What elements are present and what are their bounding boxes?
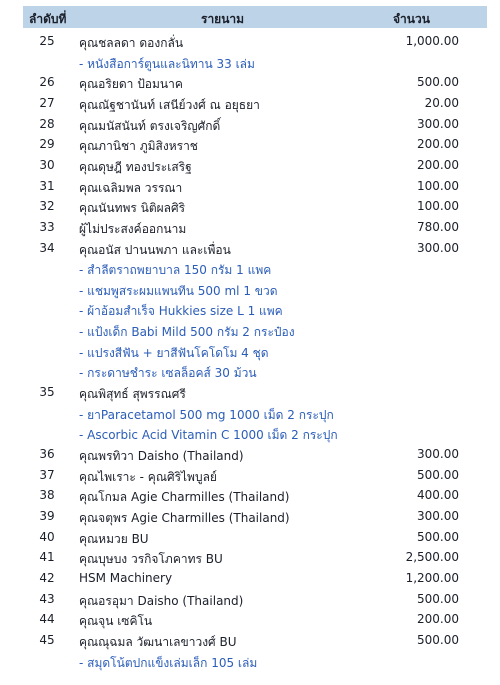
row-number: 34 [39, 240, 55, 255]
row-amount: 1,200.00 [405, 570, 459, 585]
row-amount: 500.00 [417, 467, 459, 482]
row-name: - กระดาษชำระ เซลล็อคส์ 30 ม้วน [79, 366, 257, 381]
donor-row [0, 445, 500, 465]
row-name: คุณเฉลิมพล วรรณา [79, 180, 183, 195]
row-name: คุณอนัส ปานนพภา และเพื่อน [79, 242, 231, 257]
row-name: คุณบุษบง วรกิจโภคาทร BU [79, 552, 223, 567]
row-number: 44 [39, 612, 55, 627]
donor-row [0, 631, 500, 651]
row-number: 40 [39, 529, 55, 544]
row-name: - แชมพูสระผมแพนทีน 500 ml 1 ขวด [79, 283, 278, 298]
row-amount: 200.00 [417, 157, 459, 172]
row-amount: 1,000.00 [405, 34, 459, 48]
row-number: 30 [39, 157, 55, 172]
row-amount: 300.00 [417, 240, 459, 255]
donor-row [0, 94, 500, 114]
row-name: คุณพรทิวา Daisho (Thailand) [79, 449, 244, 463]
row-name: HSM Machinery [79, 570, 173, 585]
donor-row [0, 569, 500, 589]
item-detail-row [0, 424, 500, 444]
row-number: 25 [39, 34, 55, 48]
donor-row [0, 177, 500, 197]
row-amount: 100.00 [417, 199, 459, 214]
row-number: 31 [39, 178, 55, 193]
item-detail-row [0, 404, 500, 424]
row-amount: 500.00 [417, 632, 459, 647]
row-amount: 300.00 [417, 116, 459, 131]
donor-row [0, 383, 500, 403]
donor-row [0, 466, 500, 486]
item-detail-row [0, 300, 500, 320]
donor-row [0, 486, 500, 506]
row-number: 45 [39, 632, 55, 647]
header-name: รายนาม [201, 12, 245, 26]
donor-row [0, 239, 500, 259]
row-amount: 2,500.00 [405, 550, 459, 565]
donor-row [0, 610, 500, 630]
row-amount: 300.00 [417, 508, 459, 523]
row-number: 32 [39, 199, 55, 214]
donor-row [0, 197, 500, 217]
row-name: คุณชลลดา ดองกลั่น [79, 36, 184, 50]
row-amount: 780.00 [417, 219, 459, 234]
row-name: คุณนันทพร นิติผลศิริ [79, 201, 186, 216]
row-number: 27 [39, 95, 55, 110]
donor-row [0, 590, 500, 610]
item-detail-row [0, 321, 500, 341]
row-name: - Ascorbic Acid Vitamin C 1000 เม็ด 2 กระปุก [79, 428, 338, 443]
row-name: คุณณัฐชานันท์ เสนีย์วงศ์ ณ อยุธยา [79, 97, 260, 112]
row-number: 42 [39, 570, 55, 585]
donor-row [0, 73, 500, 93]
row-number: 33 [39, 219, 55, 234]
row-name: - สมุดโน้ตปกแข็งเล่มเล็ก 105 เล่ม [79, 655, 258, 670]
donor-row [0, 156, 500, 176]
table-header [23, 6, 487, 28]
donor-row [0, 32, 500, 52]
row-amount: 400.00 [417, 488, 459, 503]
row-name: ผู้ไม่ประสงค์ออกนาม [79, 221, 187, 236]
item-detail-row [0, 259, 500, 279]
row-number: 36 [39, 447, 55, 461]
row-name: - สำลีตราถพยาบาล 150 กรัม 1 แพค [79, 263, 272, 278]
row-amount: 500.00 [417, 591, 459, 606]
donor-row [0, 507, 500, 527]
row-name: คุณดุษฎี ทองประเสริฐ [79, 159, 192, 174]
row-name: คุณพิสุทธ์ สุพรรณศรี [79, 387, 186, 401]
row-amount: 100.00 [417, 178, 459, 193]
header-amount: จำนวน [393, 12, 430, 26]
donor-row [0, 548, 500, 568]
row-name: คุณจตุพร Agie Charmilles (Thailand) [79, 510, 290, 525]
row-name: คุณอริยดา ป้อมนาค [79, 77, 183, 92]
row-name: คุณจุน เซคิโน [79, 614, 153, 629]
donor-row [0, 218, 500, 238]
row-name: - หนังสือการ์ตูนและนิทาน 33 เล่ม [79, 56, 255, 71]
donor-row [0, 135, 500, 155]
item-detail-row [0, 53, 500, 73]
row-number: 43 [39, 591, 55, 606]
row-name: คุณโกมล Agie Charmilles (Thailand) [79, 490, 290, 505]
item-detail-row [0, 652, 500, 672]
row-number: 28 [39, 116, 55, 131]
row-number: 37 [39, 467, 55, 482]
row-amount: 300.00 [417, 447, 459, 461]
row-name: - ยาParacetamol 500 mg 1000 เม็ด 2 กระปุก [79, 407, 334, 422]
row-name: - ผ้าอ้อมสำเร็จ Hukkies size L 1 แพค [79, 304, 283, 319]
row-number: 26 [39, 75, 55, 90]
donor-row [0, 115, 500, 135]
row-name: คุณไพเราะ - คุณศิริไพบูลย์ [79, 469, 217, 484]
row-amount: 200.00 [417, 137, 459, 152]
row-amount: 500.00 [417, 529, 459, 544]
row-name: คุณณุฉมล วัฒนาเลขาวงศ์ BU [79, 634, 237, 649]
row-number: 39 [39, 508, 55, 523]
header-no: ลำดับที่ [29, 12, 67, 26]
row-number: 29 [39, 137, 55, 152]
donor-row [0, 528, 500, 548]
row-number: 35 [39, 385, 55, 399]
row-name: คุณมนัสนันท์ ตรงเจริญศักดิ์ [79, 118, 221, 133]
row-name: - แปรงสีฟัน + ยาสีฟันโคโดโม 4 ชุด [79, 345, 269, 360]
item-detail-row [0, 280, 500, 300]
row-name: - แป้งเด็ก Babi Mild 500 กรัม 2 กระป๋อง [79, 325, 295, 340]
row-amount: 500.00 [417, 75, 459, 90]
item-detail-row [0, 362, 500, 382]
row-amount: 20.00 [424, 95, 459, 110]
item-detail-row [0, 342, 500, 362]
row-number: 38 [39, 488, 55, 503]
row-name: คุณภานิชา ภูมิสิงหราช [79, 139, 198, 154]
row-amount: 200.00 [417, 612, 459, 627]
row-name: คุณหมวย BU [79, 531, 149, 546]
row-number: 41 [39, 550, 55, 565]
row-name: คุณอรอุมา Daisho (Thailand) [79, 593, 244, 608]
